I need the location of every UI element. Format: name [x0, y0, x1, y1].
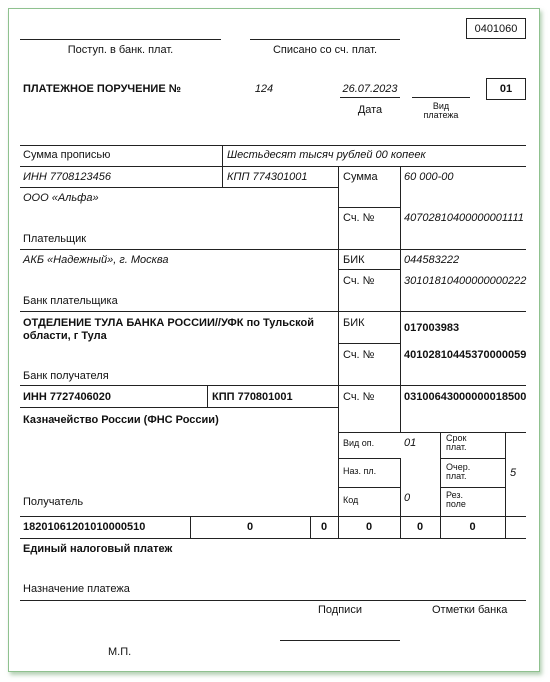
payer-inn: ИНН 7708123456	[23, 171, 111, 183]
order-date: 26.07.2023	[342, 83, 398, 95]
grid-line	[20, 166, 526, 167]
grid-line	[207, 385, 208, 407]
received-line	[20, 39, 221, 40]
signatures-label: Подписи	[318, 604, 362, 616]
grid-line	[440, 487, 506, 488]
payee-name: Казначейство России (ФНС России)	[23, 414, 219, 426]
term-label: Срок плат.	[446, 433, 467, 452]
doc-date-value: 0	[469, 521, 476, 533]
grid-line	[505, 432, 506, 516]
grid-line	[400, 458, 401, 516]
amount-words-label: Сумма прописью	[23, 149, 111, 161]
purpose-label: Назначение платежа	[23, 583, 130, 595]
payer-sum-label: Сумма	[343, 171, 378, 183]
payee-bank-label: Банк получателя	[23, 370, 109, 382]
grid-line	[20, 538, 526, 539]
grid-line	[338, 432, 526, 433]
payer-bank-bik: 044583222	[404, 254, 460, 266]
payee-kpp: КПП 770801001	[212, 391, 293, 403]
grid-line	[20, 516, 526, 517]
payee-bank-bik-label: БИК	[343, 317, 365, 329]
grid-line	[338, 207, 400, 208]
payment-type-label: Вид платежа	[423, 101, 459, 120]
grid-line	[20, 145, 526, 146]
grid-line	[338, 458, 400, 459]
grid-line	[440, 458, 506, 459]
grid-line	[400, 166, 401, 432]
received-label: Поступ. в банк. плат.	[67, 44, 174, 56]
op-type-label: Вид оп.	[343, 438, 375, 448]
form-code: 0401060	[474, 23, 518, 35]
grid-line	[505, 516, 506, 538]
date-label: Дата	[357, 104, 383, 116]
order-number: 124	[254, 83, 274, 95]
status-code: 01	[499, 83, 513, 95]
order-title: ПЛАТЕЖНОЕ ПОРУЧЕНИЕ №	[23, 83, 181, 95]
grid-line	[20, 249, 526, 250]
bank-marks-label: Отметки банка	[432, 604, 508, 616]
kbk-value: 18201061201010000510	[23, 521, 146, 533]
grid-line	[20, 600, 526, 601]
reserve-label: Рез. поле	[446, 490, 466, 509]
payee-label: Получатель	[23, 496, 84, 508]
purpose-text: Единый налоговый платеж	[23, 543, 173, 555]
code-label: Код	[343, 495, 359, 505]
grid-line	[20, 407, 338, 408]
debited-label: Списано со сч. плат.	[272, 44, 378, 56]
payment-type-line	[412, 97, 470, 98]
order-value: 5	[510, 467, 517, 479]
payee-inn: ИНН 7727406020	[23, 391, 112, 403]
payee-account: 03100643000000018500	[404, 391, 527, 403]
signature-line	[280, 640, 400, 641]
grid-line	[222, 145, 223, 166]
grid-line	[338, 166, 339, 516]
grid-line	[338, 343, 400, 344]
stamp-label: М.П.	[108, 646, 132, 658]
grid-line	[20, 385, 526, 386]
grid-line	[20, 187, 338, 188]
grid-line	[338, 487, 400, 488]
debited-line	[250, 39, 400, 40]
payer-bank-bik-label: БИК	[343, 254, 365, 266]
payer-bank-label: Банк плательщика	[23, 295, 118, 307]
payee-bank-name: ОТДЕЛЕНИЕ ТУЛА БАНКА РОССИИ//УФК по Тульской области, г Тула	[23, 317, 314, 342]
order-label: Очер. плат.	[446, 462, 471, 481]
grid-line	[440, 432, 441, 516]
payee-bank-account-label: Сч. №	[343, 349, 375, 361]
payer-account: 40702810400000001111	[404, 212, 524, 224]
oktmo-value: 0	[246, 521, 254, 533]
payer-name: ООО «Альфа»	[23, 192, 99, 204]
payee-bank-bik: 017003983	[404, 322, 460, 334]
grid-line	[222, 166, 223, 187]
amount-words-value: Шестьдесят тысяч рублей 00 копеек	[227, 149, 426, 161]
purpose-code-label: Наз. пл.	[343, 466, 377, 476]
payer-bank-account-label: Сч. №	[343, 275, 375, 287]
period-value: 0	[365, 521, 373, 533]
payer-bank-account: 30101810400000000222	[404, 275, 527, 287]
date-line	[340, 97, 400, 98]
payer-sum-value: 60 000-00	[404, 171, 454, 183]
payee-account-label: Сч. №	[343, 391, 375, 403]
payer-account-label: Сч. №	[343, 212, 375, 224]
payee-bank-account: 40102810445370000059	[404, 349, 527, 361]
grid-line	[338, 269, 400, 270]
payer-bank-name: АКБ «Надежный», г. Москва	[23, 254, 169, 266]
payer-kpp: КПП 774301001	[227, 171, 308, 183]
doc-number-value: 0	[416, 521, 424, 533]
code-value: 0	[404, 492, 411, 504]
op-type-value: 01	[404, 437, 417, 449]
payer-label: Плательщик	[23, 233, 87, 245]
grid-line	[20, 311, 526, 312]
basis-value: 0	[320, 521, 328, 533]
